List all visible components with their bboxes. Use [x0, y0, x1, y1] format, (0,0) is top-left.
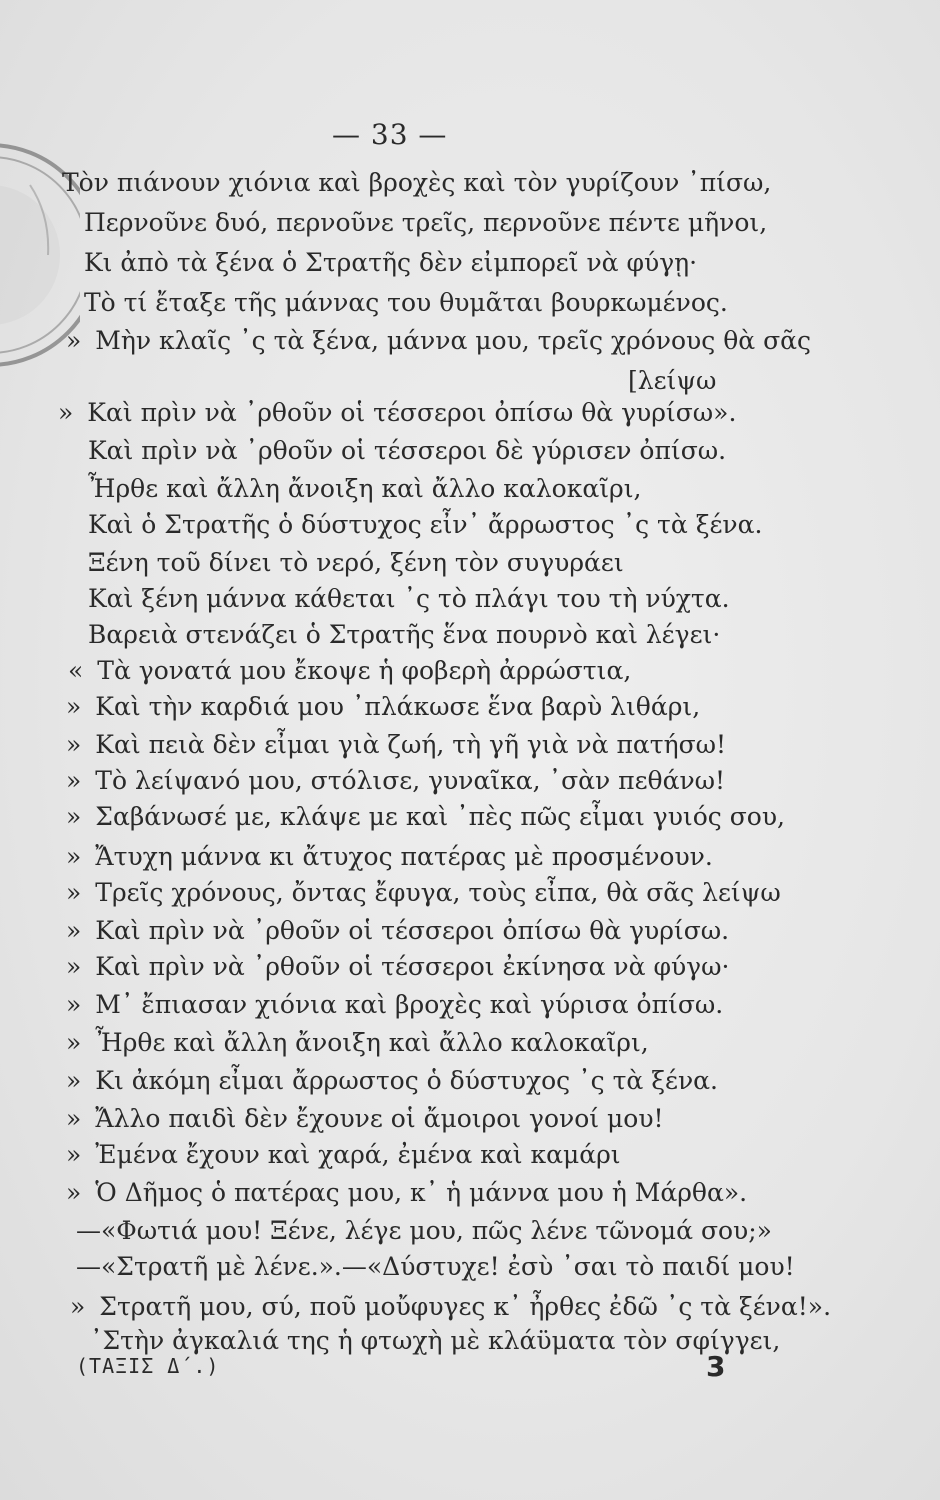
poem-line	[66, 878, 781, 908]
quote-mark: »	[66, 326, 82, 355]
poem-line-text: Περνοῦνε δυό, περνοῦνε τρεῖς, περνοῦνε πέντε μῆνοι,	[84, 208, 768, 237]
quote-mark: »	[66, 1066, 82, 1095]
poem-line-text: Καὶ τὴν καρδιά μου ᾽πλάκωσε ἕνα βαρὺ λιθάρι,	[95, 692, 701, 721]
poem-line-text: Ὁ Δῆμος ὁ πατέρας μου, κ᾽ ἡ μάννα μου ἡ Μάρθα».	[95, 1178, 748, 1207]
quote-mark: »	[66, 878, 82, 907]
poem-line-text: Μ᾽ ἔπιασαν χιόνια καὶ βροχὲς καὶ γύρισα ὀπίσω.	[95, 990, 724, 1019]
quote-mark: »	[66, 952, 82, 981]
poem-line	[66, 802, 785, 832]
poem-line	[66, 730, 726, 760]
quote-mark: »	[66, 990, 82, 1019]
poem-line	[66, 1140, 621, 1170]
quote-mark: »	[66, 730, 82, 759]
poem-line-text: Ἦρθε καὶ ἄλλη ἄνοιξη καὶ ἄλλο καλοκαῖρι,	[88, 474, 642, 503]
poem-line	[88, 474, 641, 504]
poem-line	[90, 1326, 780, 1356]
poem-line	[76, 1252, 795, 1282]
poem-line-text: Ἐμένα ἔχουν καὶ χαρά, ἐμένα καὶ καμάρι	[95, 1140, 621, 1169]
poem-line-text: Κι ἀπὸ τὰ ξένα ὁ Στρατῆς δὲν εἰμπορεῖ νὰ φύγῃ·	[84, 248, 698, 277]
poem-line	[66, 1104, 664, 1134]
poem-line	[88, 548, 624, 578]
poem-line	[84, 288, 728, 318]
poem-line	[62, 168, 771, 198]
poem-line	[88, 584, 730, 614]
quote-mark: »	[66, 842, 82, 871]
poem-line-text: Μὴν κλαῖς ᾽ς τὰ ξένα, μάννα μου, τρεῖς χρόνους θὰ σᾶς	[95, 326, 812, 355]
poem-line	[628, 366, 716, 396]
quote-mark: »	[66, 1028, 82, 1057]
poem-line-text: Τὰ γονατά μου ἔκοψε ἡ φοβερὴ ἀρρώστια,	[97, 656, 632, 685]
poem-line	[66, 842, 713, 872]
poem-line	[68, 656, 631, 686]
poem-line	[58, 398, 736, 428]
quote-mark: »	[66, 692, 82, 721]
signature-mark: (ΤΑΞΙΣ Δ΄.)	[76, 1354, 220, 1378]
poem-line	[66, 766, 725, 796]
quote-mark: »	[66, 916, 82, 945]
poem-line	[66, 952, 729, 982]
poem-line	[66, 1028, 649, 1058]
poem-line-text: Καὶ πρὶν νὰ ᾽ρθοῦν οἱ τέσσεροι δὲ γύρισεν ὀπίσω.	[88, 436, 727, 465]
quote-mark: »	[66, 1140, 82, 1169]
poem-line	[66, 1178, 747, 1208]
poem-line-text: Τὸ λείψανό μου, στόλισε, γυναῖκα, ᾽σὰν πεθάνω!	[95, 766, 726, 795]
poem-line-text: Καὶ πρὶν νὰ ᾽ρθοῦν οἱ τέσσεροι ὀπίσω θὰ γυρίσω.	[95, 916, 730, 945]
poem-line	[88, 620, 720, 650]
poem-line	[66, 916, 729, 946]
poem-line-text: Καὶ πειὰ δὲν εἶμαι γιὰ ζωή, τὴ γῆ γιὰ νὰ πατήσω!	[95, 730, 727, 759]
poem-line-text: Κι ἀκόμη εἶμαι ἄρρωστος ὁ δύστυχος ᾽ς τὰ ξένα.	[95, 1066, 718, 1095]
poem-line	[88, 510, 762, 540]
poem-line	[84, 248, 697, 278]
poem-line-text: Ἄτυχη μάννα κι ἄτυχος πατέρας μὲ προσμένουν.	[95, 842, 713, 871]
poem-line-text: [λείψω	[628, 366, 717, 395]
poem-line	[76, 1216, 772, 1246]
sheet-number: 3	[706, 1350, 726, 1383]
quote-mark: »	[66, 1104, 82, 1133]
poem-line-text: Καὶ ξένη μάννα κάθεται ᾽ς τὸ πλάγι του τὴ νύχτα.	[88, 584, 730, 613]
poem-line-text: Καὶ πρὶν νὰ ᾽ρθοῦν οἱ τέσσεροι ἐκίνησα νὰ φύγω·	[95, 952, 730, 981]
quote-mark: »	[66, 766, 82, 795]
quote-mark: »	[58, 398, 74, 427]
poem-line-text: Ἦρθε καὶ ἄλλη ἄνοιξη καὶ ἄλλο καλοκαῖρι,	[95, 1028, 649, 1057]
poem-line	[66, 326, 811, 356]
poem-line-text: Καὶ ὁ Στρατῆς ὁ δύστυχος εἶν᾽ ἄρρωστος ᾽ς τὰ ξένα.	[88, 510, 763, 539]
poem-line	[66, 692, 700, 722]
poem-line	[66, 990, 723, 1020]
poem-line-text: Τὸν πιάνουν χιόνια καὶ βροχὲς καὶ τὸν γυρίζουν ᾽πίσω,	[62, 168, 772, 197]
quote-mark: »	[70, 1292, 86, 1321]
poem-line-text: Ἄλλο παιδὶ δὲν ἔχουνε οἱ ἄμοιροι γονοί μου!	[95, 1104, 664, 1133]
poem-line-text: —«Στρατῆ μὲ λένε.».—«Δύστυχε! ἐσὺ ᾽σαι τὸ παιδί μου!	[76, 1252, 795, 1281]
poem-line-text: —«Φωτιά μου! Ξένε, λέγε μου, πῶς λένε τῶνομά σου;»	[76, 1216, 772, 1245]
page-number: — 33 —	[332, 118, 448, 151]
poem-line-text: Στρατῆ μου, σύ, ποῦ μοὔφυγες κ᾽ ἦρθες ἐδῶ ᾽ς τὰ ξένα!».	[99, 1292, 832, 1321]
quote-mark: »	[66, 802, 82, 831]
poem-line	[70, 1292, 831, 1322]
poem-line-text: Ξένη τοῦ δίνει τὸ νερό, ξένη τὸν συγυράει	[88, 548, 624, 577]
poem-line-text: ᾽Στὴν ἀγκαλιά της ἡ φτωχὴ μὲ κλάϋματα τὸν σφίγγει,	[90, 1326, 781, 1355]
poem-line-text: Βαρειὰ στενάζει ὁ Στρατῆς ἕνα πουρνὸ καὶ λέγει·	[88, 620, 721, 649]
poem-line	[66, 1066, 718, 1096]
poem-line-text: Τὸ τί ἔταξε τῆς μάννας του θυμᾶται βουρκωμένος.	[84, 288, 728, 317]
poem-line	[88, 436, 726, 466]
poem-line	[84, 208, 767, 238]
poem-line-text: Σαβάνωσέ με, κλάψε με καὶ ᾽πὲς πῶς εἶμαι γυιός σου,	[95, 802, 785, 831]
quote-mark: «	[68, 656, 84, 685]
poem-line-text: Τρεῖς χρόνους, ὄντας ἔφυγα, τοὺς εἶπα, θὰ σᾶς λείψω	[95, 878, 781, 907]
quote-mark: »	[66, 1178, 82, 1207]
poem-line-text: Καὶ πρὶν νὰ ᾽ρθοῦν οἱ τέσσεροι ὀπίσω θὰ γυρίσω».	[87, 398, 737, 427]
